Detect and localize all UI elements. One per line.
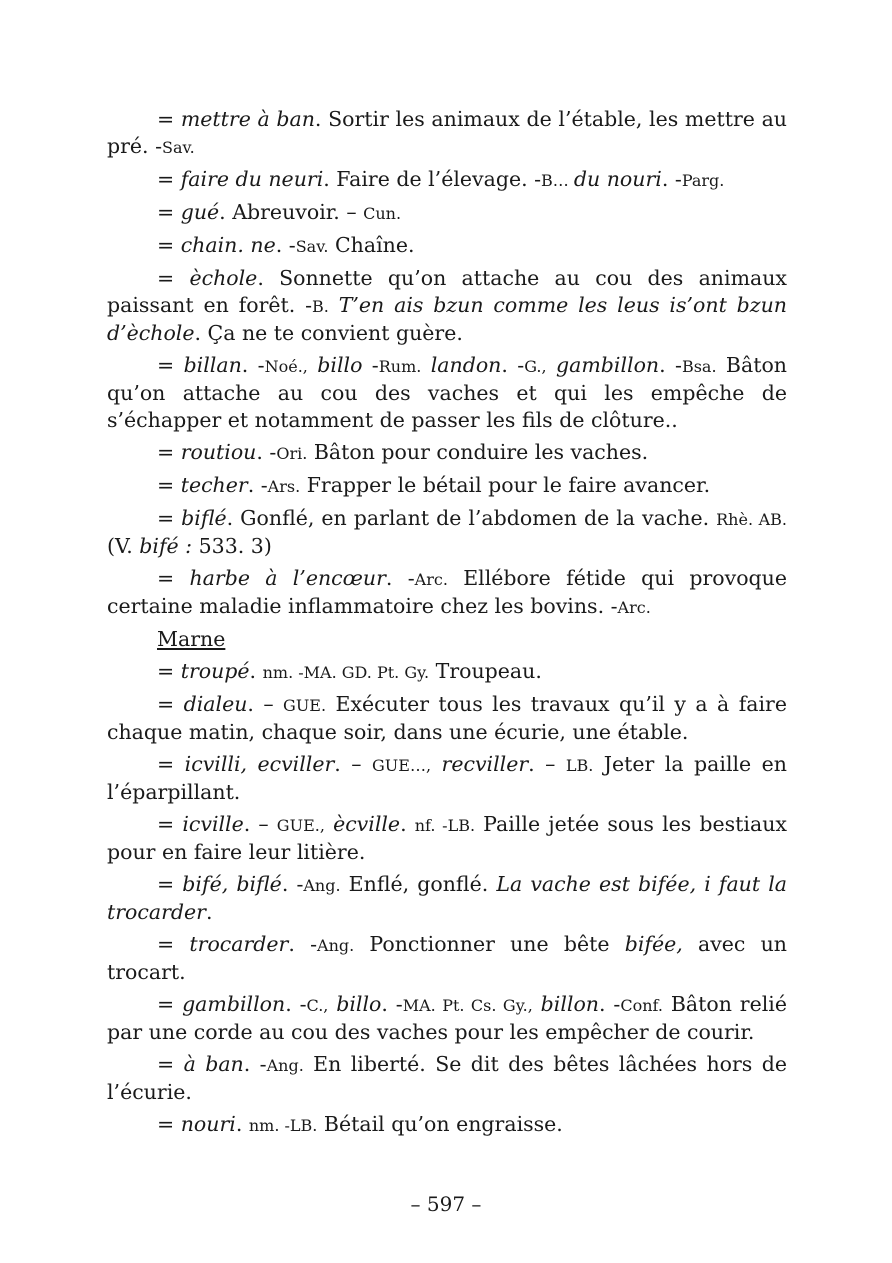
entry-text: = — [157, 659, 181, 683]
entry-text — [329, 293, 339, 317]
abbreviation: Sav. — [295, 237, 329, 256]
abbreviation: Noé., — [264, 357, 308, 376]
entry-text: Bâton pour conduire les vaches. — [307, 440, 649, 464]
entry-text: = — [157, 992, 183, 1016]
entry-text: . - — [275, 233, 296, 257]
headword: icvilli, ecviller — [184, 752, 335, 776]
entry-text: . — [205, 900, 213, 924]
entry-text: = — [157, 440, 181, 464]
headword: èchole — [189, 266, 258, 290]
entry-text: Troupeau. — [429, 659, 542, 683]
entry-text: Bétail qu’on engraisse. — [317, 1112, 563, 1136]
entry-text: . - — [659, 353, 682, 377]
entry-text — [533, 992, 541, 1016]
entry-text: avec un trocart. — [107, 932, 788, 984]
abbreviation: B… — [541, 171, 574, 190]
headword: mettre à ban — [180, 107, 315, 131]
entry-text: . - — [247, 473, 268, 497]
section-heading — [107, 626, 787, 653]
headword: T’en ais bzun comme les leus is’ont bzun d’èchole — [107, 293, 787, 345]
abbreviation: Ang. — [266, 1056, 304, 1075]
headword: bifé : — [139, 534, 193, 558]
entry-text: En liberté. Se dit des bêtes lâchées hors de l’écurie. — [107, 1052, 787, 1104]
entry-text: 533. 3) — [192, 534, 272, 558]
dictionary-entry — [107, 565, 787, 621]
abbreviation: C., — [306, 996, 329, 1015]
entry-text: . - — [381, 992, 403, 1016]
dictionary-entry — [107, 751, 787, 806]
dictionary-entry — [107, 658, 787, 686]
dictionary-entry — [107, 691, 787, 746]
abbreviation: Sav. — [162, 138, 195, 157]
entry-text: . - — [243, 1052, 267, 1076]
abbreviation: Rum. — [378, 357, 422, 376]
dictionary-entry — [107, 352, 787, 434]
entry-text: . — [249, 659, 263, 683]
dictionary-entry — [107, 505, 787, 560]
dictionary-entry — [107, 811, 787, 866]
page-number: – 597 – — [410, 1192, 482, 1216]
entry-text: = — [157, 506, 182, 530]
entry-text: = — [157, 233, 181, 257]
entry-text: Exécuter tous les travaux qu’il y a à faire chaque matin, chaque soir, dans une écurie, une étable. — [107, 692, 787, 744]
headword: billan — [183, 353, 242, 377]
entry-text: Chaîne. — [328, 233, 415, 257]
entry-text: . - — [661, 167, 682, 191]
abbreviation: nm. -LB. — [248, 1116, 318, 1135]
entry-text: . Abreuvoir. – — [219, 200, 364, 224]
heading-text: Marne — [157, 627, 226, 651]
dictionary-entry — [107, 199, 787, 227]
headword: gué — [180, 200, 220, 224]
headword: gambillon — [556, 353, 660, 377]
entry-text: . – — [247, 692, 284, 716]
abbreviation: Ori. — [276, 444, 308, 463]
headword: biflé — [181, 506, 227, 530]
headword: bifée, — [624, 932, 683, 956]
headword: harbe à l’encœur — [189, 566, 386, 590]
headword: La vache est bifée, i faut la trocarder — [107, 872, 788, 924]
headword: landon — [430, 353, 502, 377]
abbreviation: nm. -MA. GD. Pt. Gy. — [262, 663, 430, 682]
dictionary-entry — [107, 871, 787, 926]
entry-text: . Gonflé, en parlant de l’abdomen de la vache. — [226, 506, 717, 530]
abbreviation: Ang. — [303, 876, 341, 895]
entry-text — [308, 353, 317, 377]
entry-text: Jeter la paille en l’éparpillant. — [107, 752, 787, 804]
dictionary-entry — [107, 1111, 787, 1139]
abbreviation: Parg. — [681, 171, 725, 190]
entry-text: . - — [385, 566, 415, 590]
headword: faire du neuri — [180, 167, 324, 191]
entry-text: Enflé, gonflé. — [340, 872, 497, 896]
abbreviation: Ars. — [267, 477, 301, 496]
entry-text: . - — [599, 992, 621, 1016]
abbreviation: Bsa. — [681, 357, 717, 376]
abbreviation: G., — [524, 357, 547, 376]
entry-text: Bâton relié par une corde au cou des vaches pour les empêcher de courir. — [107, 992, 787, 1044]
headword: gambillon — [182, 992, 286, 1016]
entry-text: . – — [528, 752, 566, 776]
headword: chain. ne — [180, 233, 276, 257]
headword: ècville — [333, 812, 401, 836]
entry-text: Paille jetée sous les bestiaux pour en faire leur litière. — [107, 812, 787, 864]
headword: routiou — [180, 440, 257, 464]
entry-text: = — [157, 692, 184, 716]
entry-text: = — [157, 266, 190, 290]
abbreviation: Arc. — [414, 570, 448, 589]
headword: techer — [180, 473, 248, 497]
entry-text: = — [157, 200, 181, 224]
entry-text: . Faire de l’élevage. - — [323, 167, 542, 191]
entry-text — [547, 353, 556, 377]
entry-text: . - — [288, 932, 318, 956]
entry-text: . — [400, 812, 415, 836]
entry-text: . – — [334, 752, 373, 776]
abbreviation: Rhè. AB. — [716, 510, 787, 529]
abbreviation: nf. -LB. — [414, 816, 476, 835]
abbreviation: Ang. — [317, 936, 355, 955]
entry-text — [421, 353, 430, 377]
entry-text: . - — [256, 440, 277, 464]
entry-text: Ellébore fétide qui provoque certaine maladie inflammatoire chez les bovins. - — [107, 566, 787, 618]
entry-text: = — [157, 353, 184, 377]
entry-text: . Sortir les animaux de l’étable, les mettre au pré. - — [107, 107, 787, 158]
entry-text: = — [157, 566, 190, 590]
dictionary-entry — [107, 232, 787, 260]
dictionary-entry — [107, 1051, 787, 1106]
dictionary-entry — [107, 166, 787, 194]
entry-text: = — [157, 167, 181, 191]
entry-text: . Sonnette qu’on attache au cou des animaux paissant en forêt. - — [107, 266, 787, 317]
headword: trocarder — [189, 932, 289, 956]
headword: troupé — [180, 659, 250, 683]
entry-text — [325, 812, 333, 836]
text-body — [107, 106, 787, 1144]
entry-text: . – — [243, 812, 277, 836]
dictionary-entry — [107, 106, 787, 161]
abbreviation: GUE…, — [372, 756, 432, 775]
entry-text: Frapper le bétail pour le faire avancer. — [300, 473, 711, 497]
abbreviation: Cun. — [363, 204, 402, 223]
headword: billo — [336, 992, 382, 1016]
abbreviation: MA. Pt. Cs. Gy., — [402, 996, 533, 1015]
entry-text: = — [157, 1112, 181, 1136]
entry-text: . — [235, 1112, 249, 1136]
headword: nouri — [180, 1112, 236, 1136]
entry-text: = — [157, 1052, 184, 1076]
dictionary-entry — [107, 991, 787, 1046]
entry-text: Ponctionner une bête — [354, 932, 625, 956]
entry-text: . - — [285, 992, 307, 1016]
entry-text: = — [157, 107, 181, 131]
headword: du nouri — [573, 167, 662, 191]
headword: à ban — [183, 1052, 244, 1076]
dictionary-entry — [107, 265, 787, 347]
headword: dialeu — [183, 692, 248, 716]
entry-text: = — [157, 752, 185, 776]
entry-text: . - — [281, 872, 304, 896]
headword: billon — [540, 992, 600, 1016]
abbreviation: LB. — [565, 756, 594, 775]
entry-text: . Ça ne te convient guère. — [194, 321, 463, 345]
abbreviation: B. — [312, 297, 329, 316]
dictionary-entry — [107, 472, 787, 500]
abbreviation: GUE. — [283, 696, 327, 715]
headword: icville — [182, 812, 244, 836]
entry-text: - — [362, 353, 379, 377]
abbreviation: Arc. — [617, 598, 651, 617]
entry-text: . - — [501, 353, 525, 377]
entry-text — [431, 752, 441, 776]
entry-text: = — [157, 473, 181, 497]
dictionary-entry — [107, 439, 787, 467]
abbreviation: GUE., — [276, 816, 325, 835]
entry-text: (V. — [107, 534, 140, 558]
headword: billo — [317, 353, 363, 377]
dictionary-entry — [107, 931, 787, 986]
entry-text: = — [157, 872, 183, 896]
entry-text: . - — [241, 353, 265, 377]
entry-text: = — [157, 932, 190, 956]
entry-text: Bâton qu’on attache au cou des vaches et qui les empêche de s’échapper et notamment de passer les fils de clôture.. — [107, 353, 787, 432]
entry-text: = — [157, 812, 183, 836]
abbreviation: Conf. — [620, 996, 663, 1015]
headword: recviller — [441, 752, 529, 776]
headword: bifé, biflé — [182, 872, 282, 896]
